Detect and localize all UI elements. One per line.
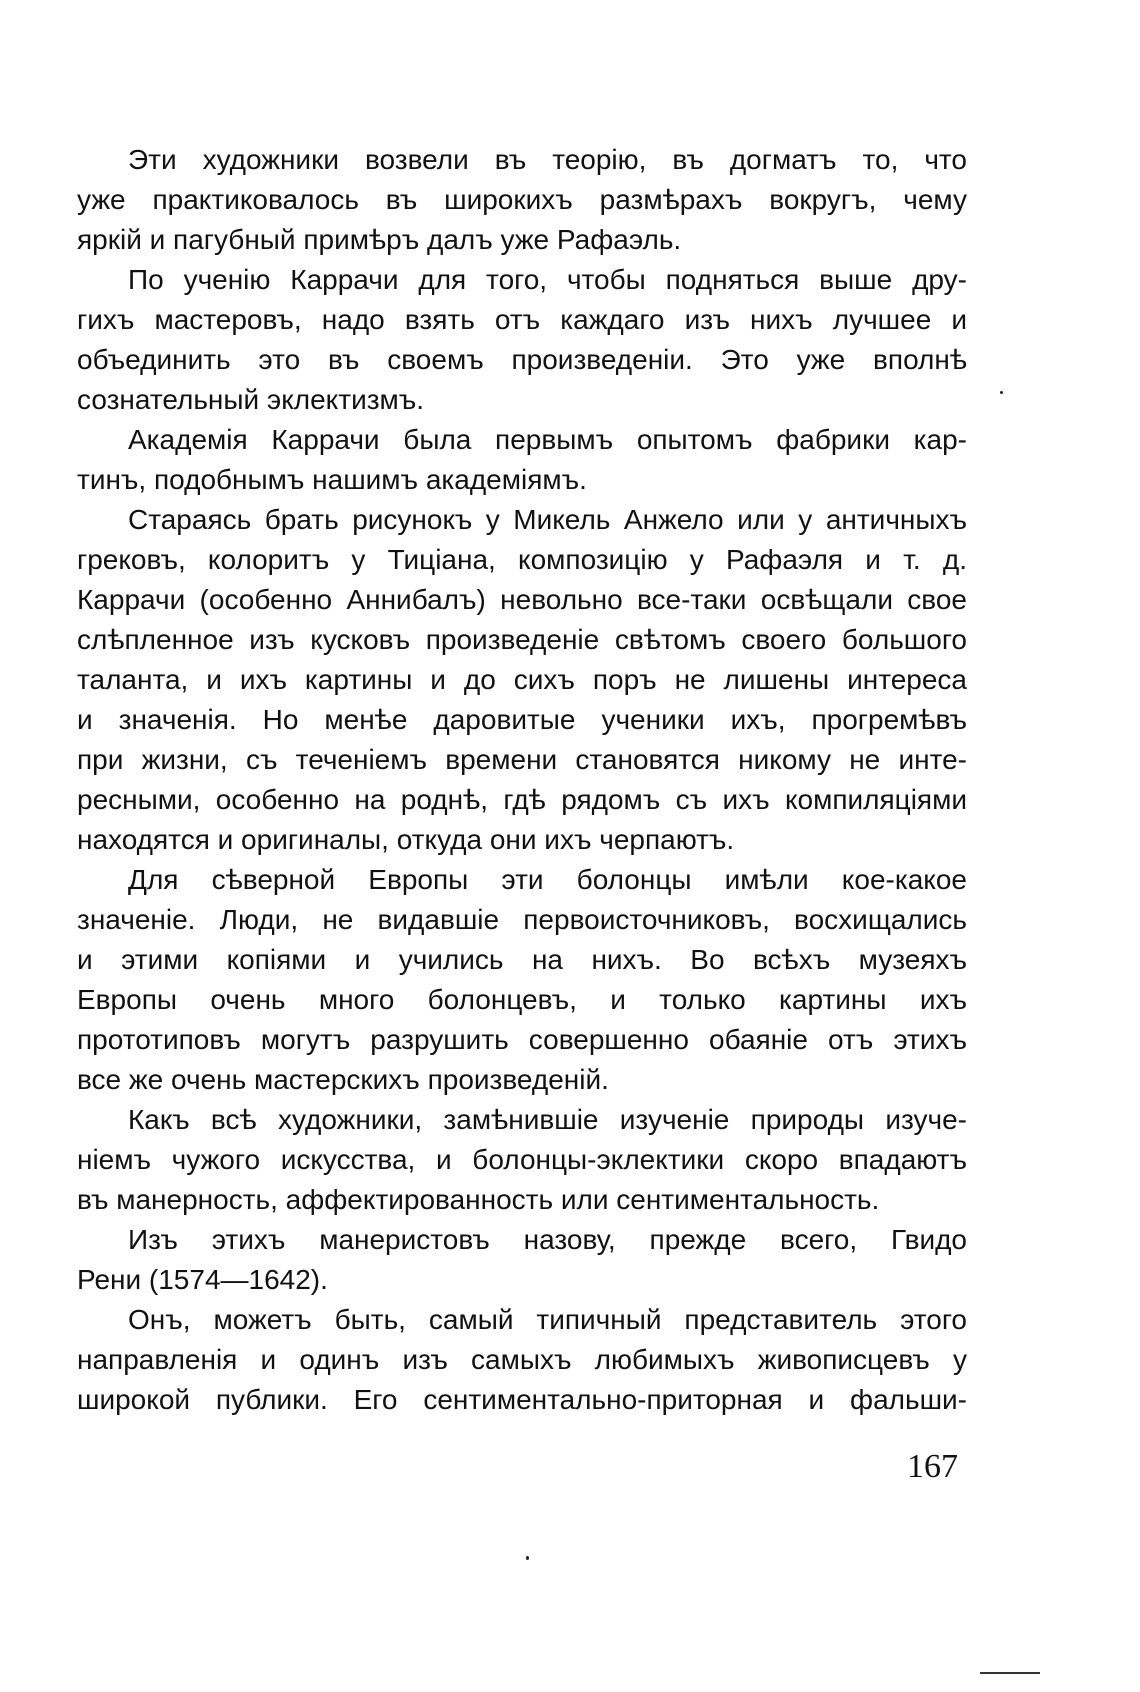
text-line: грековъ, колоритъ у Тиціана, композицію у Рафаэля и т. д.: [77, 544, 967, 575]
text-line: все же очень мастерскихъ произведеній.: [77, 1064, 609, 1095]
text-line: Изъ этихъ манеристовъ назову, прежде всего, Гвидо: [128, 1224, 967, 1255]
text-line: тинъ, подобнымъ нашимъ академіямъ.: [77, 464, 587, 495]
text-line: въ манерность, аффектированность или сентиментальность.: [77, 1184, 880, 1215]
text-line: и этими копіями и учились на нихъ. Во всѣхъ музеяхъ: [77, 944, 967, 975]
text-line: Онъ, можетъ быть, самый типичный представитель этого: [128, 1304, 967, 1335]
text-line: Каррачи (особенно Аннибалъ) невольно все-таки освѣщали свое: [77, 584, 967, 615]
text-line: Какъ всѣ художники, замѣнившіе изученіе природы изуче-: [128, 1104, 967, 1135]
text-line: ресными, особенно на роднѣ, гдѣ рядомъ съ ихъ компиляціями: [77, 784, 967, 815]
text-line: Эти художники возвели въ теорію, въ догматъ то, что: [128, 144, 967, 175]
text-line: значеніе. Люди, не видавшіе первоисточниковъ, восхищались: [77, 904, 967, 935]
page-number: 167: [907, 1448, 958, 1485]
text-line: объединить это въ своемъ произведеніи. Это уже вполнѣ: [77, 344, 967, 375]
text-line: таланта, и ихъ картины и до сихъ поръ не лишены интереса: [77, 664, 967, 695]
text-line: Европы очень много болонцевъ, и только картины ихъ: [77, 984, 967, 1015]
body-text: [77, 140, 967, 1420]
text-line: Академія Каррачи была первымъ опытомъ фабрики кар-: [128, 424, 967, 455]
text-line: Для сѣверной Европы эти болонцы имѣли кое-какое: [128, 864, 967, 895]
text-line: находятся и оригиналы, откуда они ихъ черпаютъ.: [77, 824, 735, 855]
text-line: Стараясь брать рисунокъ у Микель Анжело или у античныхъ: [128, 504, 967, 535]
text-line: сознательный эклектизмъ.: [77, 384, 425, 415]
text-line: По ученію Каррачи для того, чтобы подняться выше дру-: [128, 264, 967, 295]
text-line: широкой публики. Его сентиментально-приторная и фальши-: [77, 1384, 967, 1415]
text-line: ніемъ чужого искусства, и болонцы-эклектики скоро впадаютъ: [77, 1144, 967, 1175]
text-line: гихъ мастеровъ, надо взять отъ каждаго изъ нихъ лучшее и: [77, 304, 967, 335]
text-line: при жизни, съ теченіемъ времени становятся никому не инте-: [77, 744, 967, 775]
text-line: Рени (1574—1642).: [77, 1264, 328, 1295]
scan-speck: [526, 1556, 529, 1560]
text-line: яркій и пагубный примѣръ далъ уже Рафаэль.: [77, 224, 682, 255]
scan-speck: [1000, 391, 1003, 394]
scan-edge-mark: [980, 1672, 1040, 1674]
text-line: слѣпленное изъ кусковъ произведеніе свѣтомъ своего большого: [77, 624, 967, 655]
text-line: и значенія. Но менѣе даровитые ученики ихъ, прогремѣвъ: [77, 704, 967, 735]
text-line: уже практиковалось въ широкихъ размѣрахъ вокругъ, чему: [77, 184, 967, 215]
text-line: прототиповъ могутъ разрушить совершенно обаяніе отъ этихъ: [77, 1024, 967, 1055]
text-line: направленія и одинъ изъ самыхъ любимыхъ живописцевъ у: [77, 1344, 967, 1375]
